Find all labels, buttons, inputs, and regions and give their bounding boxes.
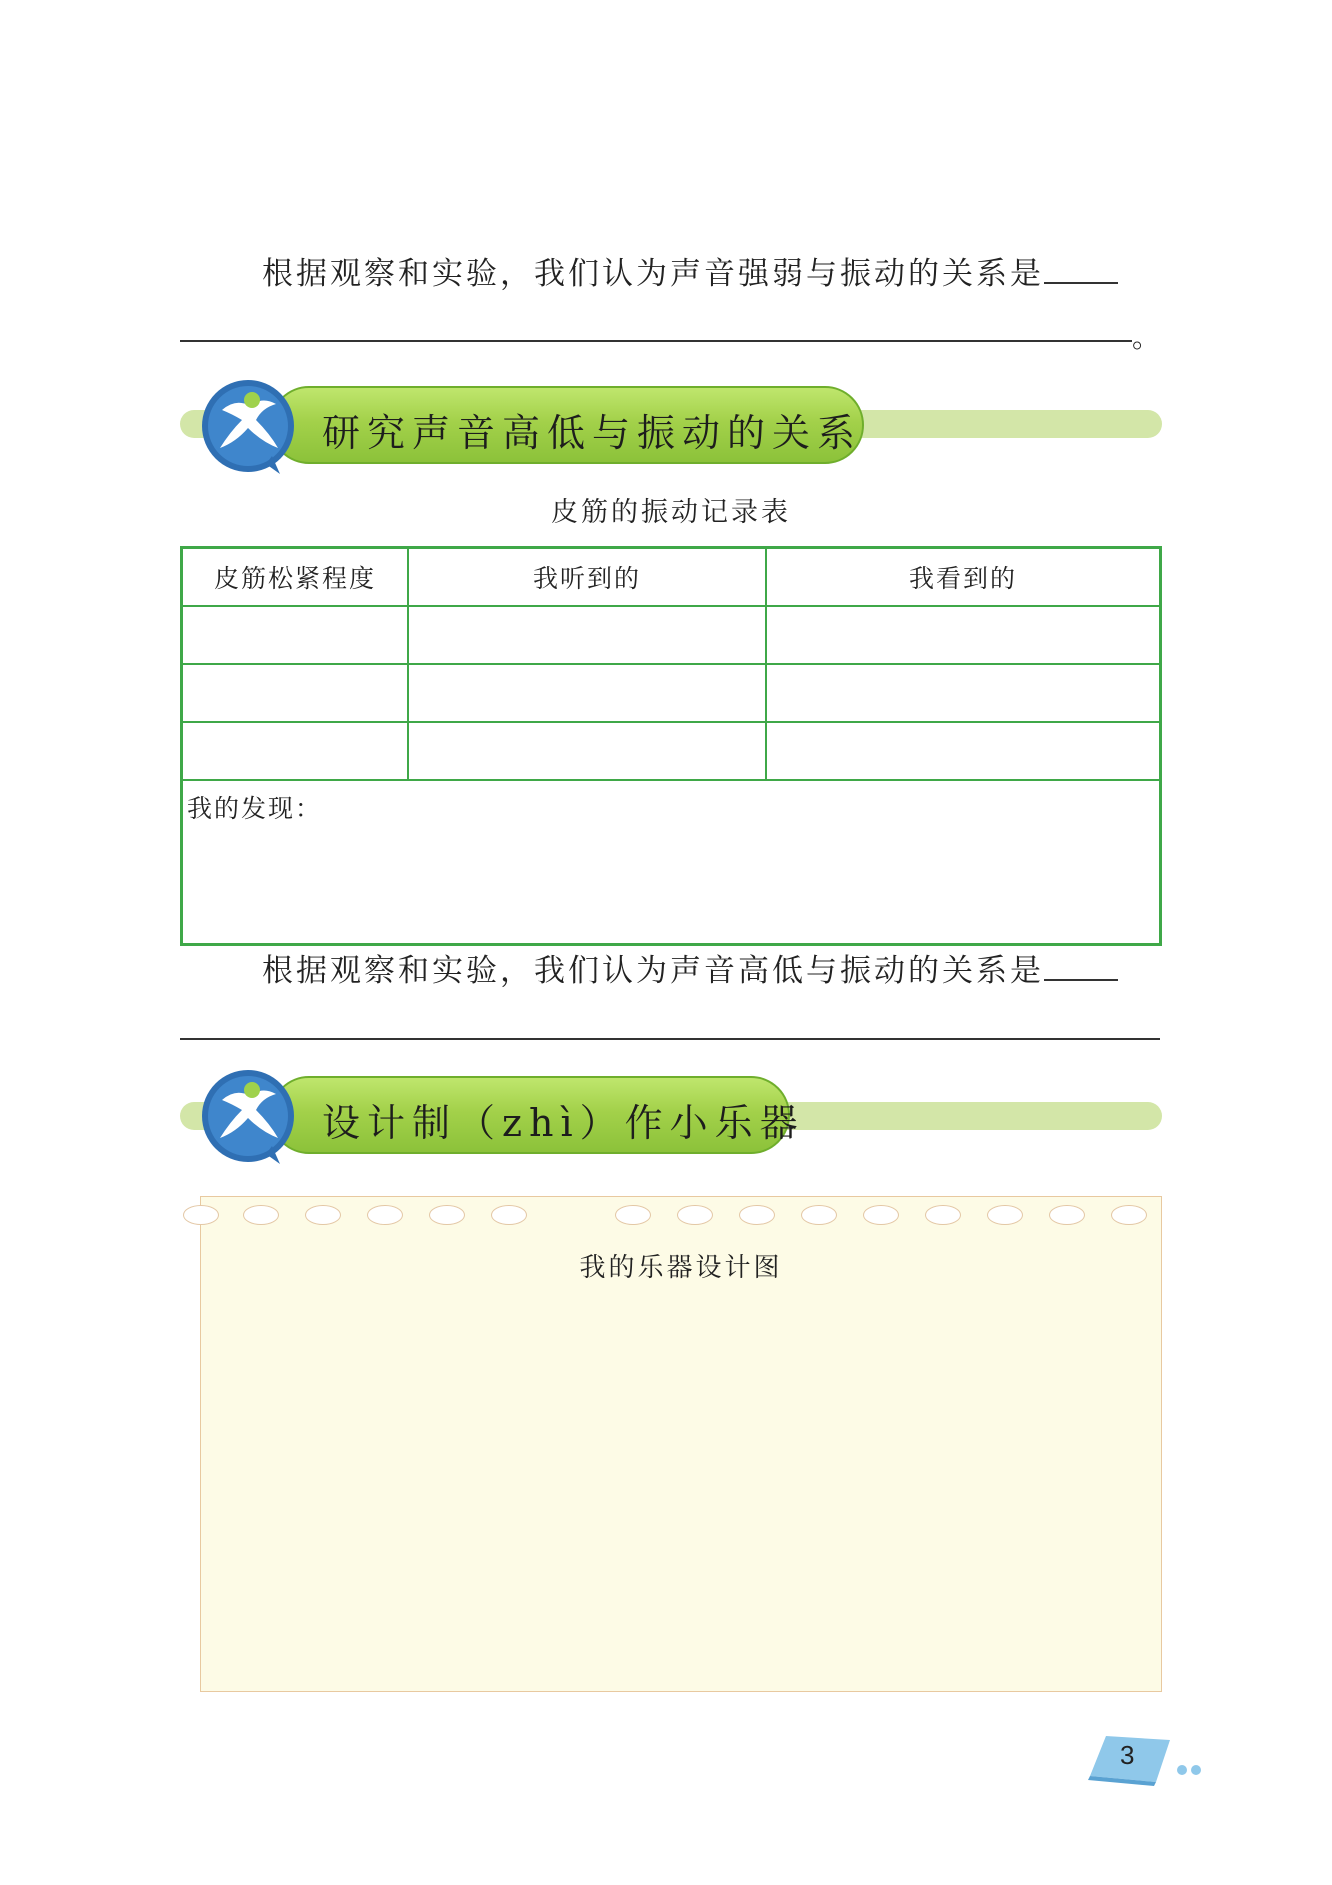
finding-label: 我的发现： <box>187 794 323 823</box>
binder-hole <box>677 1205 713 1225</box>
design-paper-title: 我的乐器设计图 <box>579 1253 783 1283</box>
book-icon <box>1082 1730 1212 1790</box>
header-seen: 我看到的 <box>766 548 1161 607</box>
table-cell[interactable] <box>182 606 409 664</box>
binder-hole <box>491 1205 527 1225</box>
strength-end-mark: 。 <box>1132 321 1161 354</box>
table-cell[interactable] <box>766 722 1161 780</box>
pitch-section-title: 研究声音高低与振动的关系 <box>322 411 863 455</box>
design-section-title: 设计制（zhì）作小乐器 <box>322 1101 805 1145</box>
strength-answer-line[interactable] <box>180 340 1132 342</box>
header-tightness: 皮筋松紧程度 <box>182 548 409 607</box>
binder-hole <box>243 1205 279 1225</box>
pitch-conclusion-text: 根据观察和实验，我们认为声音高低与振动的关系是 <box>262 953 1044 989</box>
table-cell[interactable] <box>766 606 1161 664</box>
binder-hole <box>801 1205 837 1225</box>
table-row <box>182 606 1161 664</box>
strength-answer-blank-inline[interactable] <box>1044 254 1118 284</box>
pitch-answer-blank-inline[interactable] <box>1044 951 1118 981</box>
table-cell[interactable] <box>408 664 766 722</box>
binder-hole <box>739 1205 775 1225</box>
binder-hole <box>305 1205 341 1225</box>
section-badge-icon <box>196 1066 302 1172</box>
section-badge-icon <box>196 376 302 482</box>
finding-row <box>182 780 1161 945</box>
table-row <box>182 722 1161 780</box>
pitch-conclusion <box>262 945 1118 990</box>
table-cell[interactable] <box>182 722 409 780</box>
table-row <box>182 664 1161 722</box>
table-cell[interactable] <box>182 664 409 722</box>
table-cell[interactable] <box>766 664 1161 722</box>
binder-hole <box>429 1205 465 1225</box>
table-cell[interactable] <box>408 606 766 664</box>
strength-conclusion <box>262 248 1118 293</box>
binder-hole <box>987 1205 1023 1225</box>
binder-hole <box>183 1205 219 1225</box>
finding-cell[interactable] <box>182 780 1161 945</box>
table-cell[interactable] <box>408 722 766 780</box>
vibration-record-table <box>180 546 1162 946</box>
header-heard: 我听到的 <box>408 548 766 607</box>
binder-hole <box>1049 1205 1085 1225</box>
pitch-answer-line[interactable] <box>180 1038 1160 1040</box>
design-drawing-area[interactable] <box>200 1196 1162 1692</box>
table-caption: 皮筋的振动记录表 <box>551 497 791 528</box>
binder-hole <box>863 1205 899 1225</box>
binder-hole <box>615 1205 651 1225</box>
binder-hole <box>925 1205 961 1225</box>
binder-hole <box>1111 1205 1147 1225</box>
binder-hole <box>367 1205 403 1225</box>
strength-conclusion-text: 根据观察和实验，我们认为声音强弱与振动的关系是 <box>262 256 1044 292</box>
table-header-row <box>182 548 1161 607</box>
page-number: 3 <box>1120 1740 1135 1770</box>
